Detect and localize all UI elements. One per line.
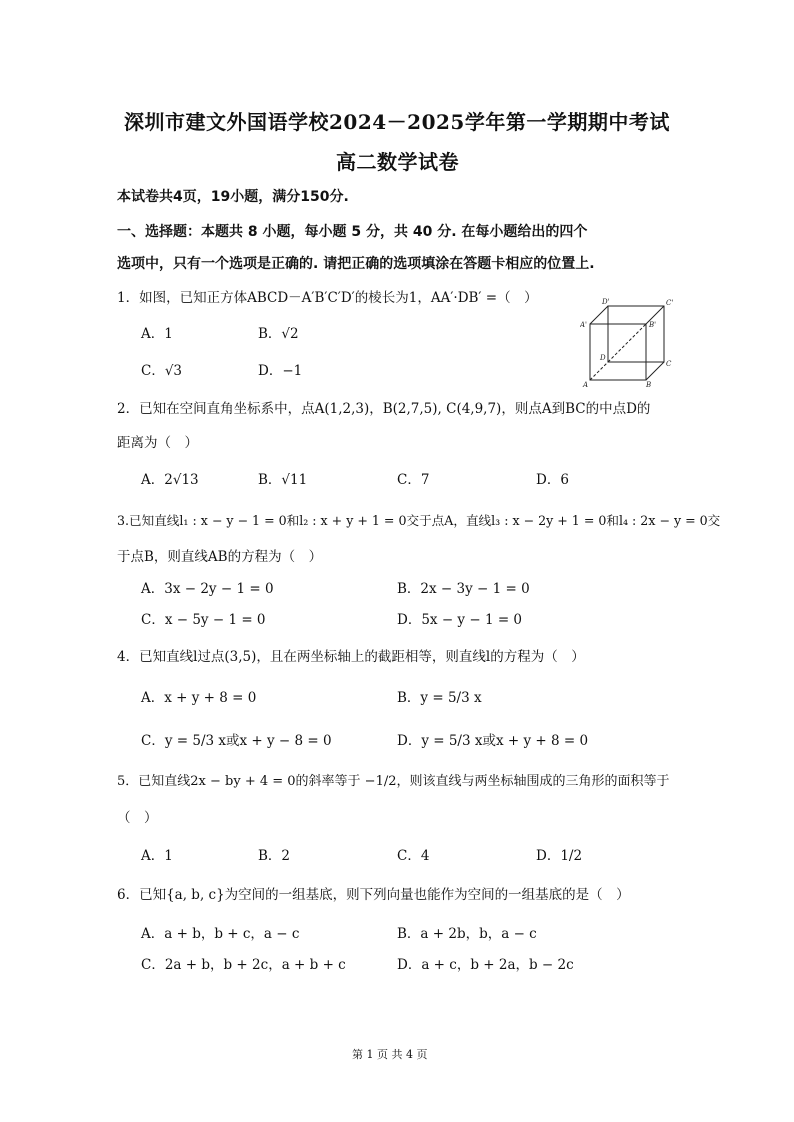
question-1-stem: 1．如图，已知正方体ABCD－A′B′C′D′的棱长为1，AA′·DB′ =（ ） — [117, 290, 538, 306]
question-1-option-a: A．1 — [141, 326, 173, 342]
cube-edge — [646, 362, 664, 380]
question-2-option-a: A．2√13 — [141, 472, 199, 488]
question-4-option-d: D．y = 5/3 x或x + y + 8 = 0 — [397, 733, 589, 749]
vertex-label: D' — [602, 298, 610, 306]
question-5-option-b: B．2 — [258, 848, 291, 864]
question-3-stem-line2: 于点B，则直线AB的方程为（ ） — [117, 549, 323, 565]
question-3-option-c: C．x − 5y − 1 = 0 — [141, 612, 266, 628]
page-footer: 第 1 页 共 4 页 — [352, 1048, 428, 1061]
cube-hidden-edge — [590, 362, 608, 380]
vertex-label: A — [583, 381, 589, 388]
question-5-option-c: C．4 — [397, 848, 430, 864]
question-3-option-a: A．3x − 2y − 1 = 0 — [141, 581, 274, 597]
question-6-option-c: C．2a + b，b + 2c，a + b + c — [141, 957, 346, 973]
section1-instructions-line2: 选项中，只有一个选项是正确的. 请把正确的选项填涂在答题卡相应的位置上. — [117, 256, 595, 272]
question-1-option-b: B．√2 — [258, 326, 299, 342]
vertex-label: B — [646, 381, 652, 388]
section1-instructions-line1: 一、选择题：本题共 8 小题，每小题 5 分，共 40 分. 在每小题给出的四个 — [117, 224, 588, 240]
exam-summary: 本试卷共4页，19小题，满分150分. — [117, 189, 349, 205]
question-4-stem: 4．已知直线l过点(3,5)，且在两坐标轴上的截距相等，则直线l的方程为（ ） — [117, 649, 585, 665]
vertex-label: A' — [580, 321, 587, 329]
question-1-option-d: D．−1 — [258, 363, 303, 379]
question-1-option-c: C．√3 — [141, 363, 183, 379]
question-2-option-b: B．√11 — [258, 472, 308, 488]
question-6-stem: 6．已知{a, b, c}为空间的一组基底，则下列向量也能作为空间的一组基底的是（ ） — [117, 887, 630, 903]
vertex-label: C' — [666, 299, 674, 307]
cube-edge — [590, 306, 608, 324]
cube-diagonal-db — [608, 324, 646, 362]
vertex-label: C — [666, 360, 672, 368]
question-5-option-d: D．1/2 — [536, 848, 583, 864]
question-2-stem-line2: 距离为（ ） — [117, 435, 198, 451]
question-3-stem-line1: 3.已知直线l₁ : x − y − 1 = 0和l₂ : x + y + 1 = 0交于点A，直线l₃ : x − 2y + 1 = 0和l₄ : 2x − y = 0交 — [117, 513, 721, 528]
question-4-option-b: B．y = 5/3 x — [397, 690, 482, 706]
question-2-option-d: D．6 — [536, 472, 569, 488]
question-6-option-a: A．a + b，b + c，a − c — [141, 926, 300, 942]
exam-subtitle: 高二数学试卷 — [336, 150, 459, 174]
question-5-option-a: A．1 — [141, 848, 173, 864]
question-2-option-c: C．7 — [397, 472, 430, 488]
exam-title: 深圳市建文外国语学校2024－2025学年第一学期期中考试 — [124, 110, 670, 134]
question-2-stem-line1: 2．已知在空间直角坐标系中，点A(1,2,3)，B(2,7,5), C(4,9,7)，则点A到BC的中点D的 — [117, 401, 651, 417]
question-4-option-c: C．y = 5/3 x或x + y − 8 = 0 — [141, 733, 332, 749]
question-6-option-b: B．a + 2b，b，a − c — [397, 926, 537, 942]
question-5-stem-line1: 5．已知直线2x − by + 4 = 0的斜率等于 −1/2，则该直线与两坐标轴围成的三角形的面积等于 — [117, 774, 670, 789]
vertex-label: B' — [649, 321, 657, 329]
cube-figure — [580, 296, 690, 388]
question-5-stem-line2: （ ） — [117, 810, 158, 826]
question-3-option-b: B．2x − 3y − 1 = 0 — [397, 581, 530, 597]
question-3-option-d: D．5x − y − 1 = 0 — [397, 612, 523, 628]
vertex-label: D — [600, 354, 606, 362]
question-4-option-a: A．x + y + 8 = 0 — [141, 690, 257, 706]
question-6-option-d: D．a + c，b + 2a，b − 2c — [397, 957, 574, 973]
